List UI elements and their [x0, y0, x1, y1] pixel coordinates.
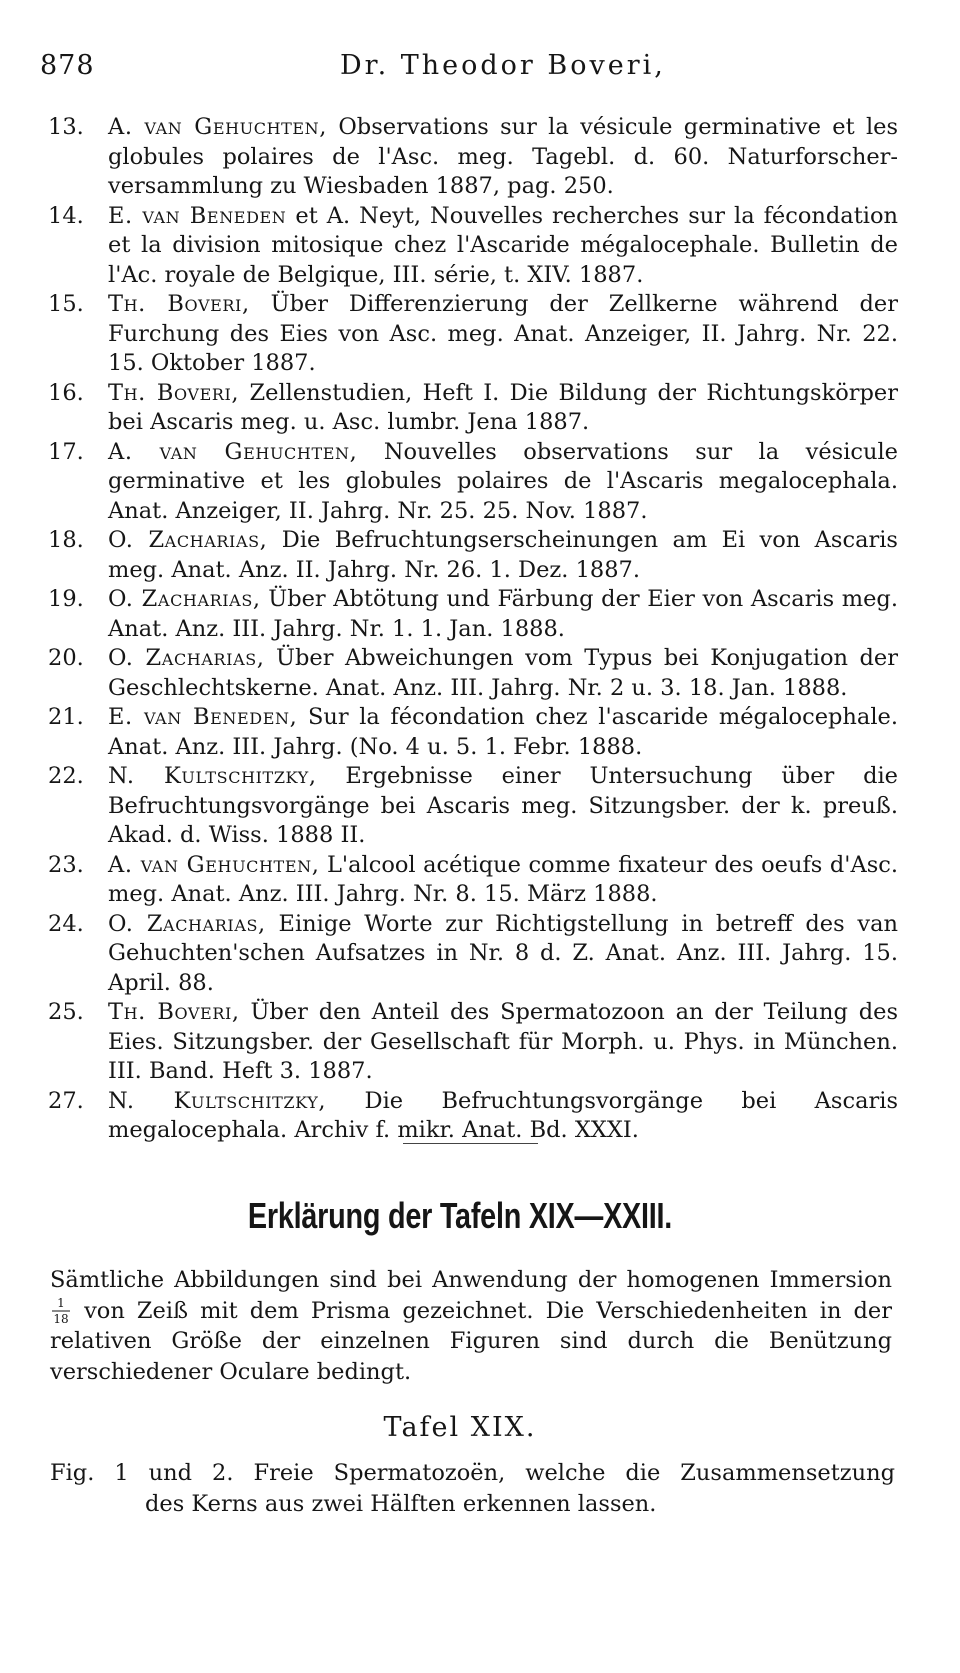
reference-text [108, 703, 898, 762]
page-header [40, 50, 900, 90]
section-title: Erklärung der Tafeln XIX—XXIII. [247, 1195, 673, 1236]
intro-paragraph [50, 1265, 892, 1387]
reference-number: 18. [48, 527, 84, 553]
reference-item [48, 379, 898, 438]
reference-body: Die Befruchtungserscheinungen am Ei von Ascaris meg. Anat. Anz. II. Jahrg. Nr. 26. 1. Dez. 1887. [108, 527, 898, 583]
intro-text-start: Sämtliche Abbildungen sind bei Anwendung der homogenen Immersion [50, 1267, 892, 1293]
fraction-one-eighteenth [50, 1296, 72, 1326]
reference-author: E. van Beneden, [108, 704, 298, 730]
reference-number: 17. [48, 438, 84, 465]
reference-body: Sur la fécondation chez l'ascaride mégalocephale. Anat. Anz. III. Jahrg. (No. 4 u. 5. 1. Febr. 1888. [108, 704, 898, 760]
reference-item [48, 998, 898, 1087]
reference-author: A. van Gehuchten, [108, 438, 358, 465]
figure-caption-line-2: des Kerns aus zwei Hälften erkennen lassen. [145, 1491, 657, 1517]
reference-number: 21. [48, 704, 84, 730]
fraction-numerator: 1 [57, 1295, 65, 1310]
reference-item [48, 526, 898, 585]
reference-body: Einige Worte zur Richtigstellung in betreff des van Gehuchten'schen Aufsatzes in Nr. 8 d. Z. Anat. Anz. III. Jahrg. 15. April. 88. [108, 910, 898, 996]
reference-item [48, 585, 898, 644]
reference-body: Zellenstudien, Heft I. Die Bildung der Richtungskörper bei Ascaris meg. u. Asc. lumbr. Jena 1887. [108, 379, 898, 435]
reference-text [108, 644, 898, 703]
reference-author: A. van Gehuchten, [108, 851, 320, 878]
reference-number: 15. [48, 291, 84, 317]
reference-body: Über Abweichungen vom Typus bei Konjugation der Geschlechtskerne. Anat. Anz. III. Jahrg. Nr. 2 u. 3. 18. Jan. 1888. [108, 645, 898, 701]
reference-body: Die Befruchtungsvorgänge bei Ascaris megalocephala. Archiv f. mikr. Anat. Bd. XXXI. [108, 1087, 898, 1143]
reference-item [48, 1087, 898, 1146]
reference-number: 24. [48, 910, 84, 937]
reference-text [108, 1087, 898, 1146]
reference-author: N. Kultschitzky, [108, 763, 317, 789]
reference-item [48, 703, 898, 762]
section-divider [403, 1143, 538, 1144]
reference-number: 25. [48, 999, 84, 1025]
reference-author: N. Kultschitzky, [108, 1087, 327, 1114]
plate-heading: Tafel XIX. [383, 1412, 537, 1443]
reference-text [108, 526, 898, 585]
reference-author: E. van Beneden [108, 202, 287, 229]
reference-item [48, 910, 898, 999]
reference-item [48, 202, 898, 291]
reference-body: Über Abtötung und Färbung der Eier von Ascaris meg. Anat. Anz. III. Jahrg. Nr. 1. 1. Jan. 1888. [108, 586, 898, 642]
reference-number: 19. [48, 586, 84, 612]
reference-body: L'alcool acétique comme fixateur des oeufs d'Asc. meg. Anat. Anz. III. Jahrg. Nr. 8. 15. März 1888. [108, 851, 899, 907]
reference-text [108, 202, 898, 291]
reference-text [108, 910, 898, 999]
reference-author: A. van Gehuchten, [108, 114, 328, 140]
reference-list [0, 113, 960, 1146]
reference-author: Th. Boveri, [108, 291, 250, 317]
reference-text [108, 379, 898, 438]
running-head: Dr. Theodor Boveri, [340, 50, 666, 81]
reference-author: O. Zacharias, [108, 910, 266, 937]
reference-author: O. Zacharias, [108, 527, 268, 553]
reference-number: 23. [48, 851, 84, 878]
reference-number: 14. [48, 202, 84, 229]
reference-author: Th. Boveri, [108, 999, 240, 1025]
reference-text [108, 438, 898, 527]
intro-text-end: von Zeiß mit dem Prisma gezeichnet. Die Verschiedenheiten in der relativen Größe der einzelnen Figuren sind durch die Benützung verschiedener Oculare bedingt. [50, 1297, 892, 1385]
reference-text [108, 585, 898, 644]
reference-number: 16. [48, 379, 84, 406]
reference-body: Observations sur la vésicule germinative et les globules polaires de l'Asc. meg. Tagebl. d. 60. Naturforscher-versammlung zu Wiesbaden 1887, pag. 250. [108, 114, 898, 199]
reference-body: Ergebnisse einer Untersuchung über die Befruchtungsvorgänge bei Ascaris meg. Sitzungsber. der k. preuß. Akad. d. Wiss. 1888 II. [108, 763, 898, 848]
reference-body: Nouvelles observations sur la vésicule germinative et les globules polaires de l'Ascaris megalocephala. Anat. Anzeiger, II. Jahrg. Nr. 25. 25. Nov. 1887. [108, 438, 899, 524]
reference-body: Über den Anteil des Spermatozoon an der Teilung des Eies. Sitzungsber. der Gesellschaft für Morph. u. Phys. in München. III. Band. Heft 3. 1887. [108, 999, 898, 1084]
reference-number: 20. [48, 645, 84, 671]
reference-body: Über Differenzierung der Zellkerne während der Furchung des Eies von Asc. meg. Anat. Anzeiger, II. Jahrg. Nr. 22. 15. Oktober 1887. [108, 291, 898, 376]
page-number: 878 [40, 50, 95, 81]
reference-item [48, 644, 898, 703]
reference-text [108, 290, 898, 379]
reference-author: O. Zacharias, [108, 586, 261, 612]
reference-number: 13. [48, 114, 84, 140]
reference-number: 22. [48, 763, 84, 789]
reference-text [108, 762, 898, 851]
figure-caption [50, 1458, 895, 1520]
reference-item [48, 113, 898, 202]
reference-body: et A. Neyt, Nouvelles recherches sur la fécondation et la division mitosique chez l'Ascaride mégalocephale. Bulletin de l'Ac. royale de Belgique, III. série, t. XIV. 1887. [108, 202, 898, 288]
fraction-denominator: 18 [53, 1311, 69, 1326]
reference-author: O. Zacharias, [108, 645, 265, 671]
reference-text [108, 113, 898, 202]
reference-item [48, 290, 898, 379]
reference-number: 27. [48, 1087, 84, 1114]
reference-item [48, 851, 899, 910]
figure-caption-line-1: Fig. 1 und 2. Freie Spermatozoën, welche die Zusammensetzung [50, 1460, 895, 1486]
reference-text [108, 998, 898, 1087]
reference-item [48, 438, 899, 527]
reference-author: Th. Boveri, [108, 379, 240, 406]
reference-text [108, 851, 898, 910]
reference-item [48, 762, 898, 851]
